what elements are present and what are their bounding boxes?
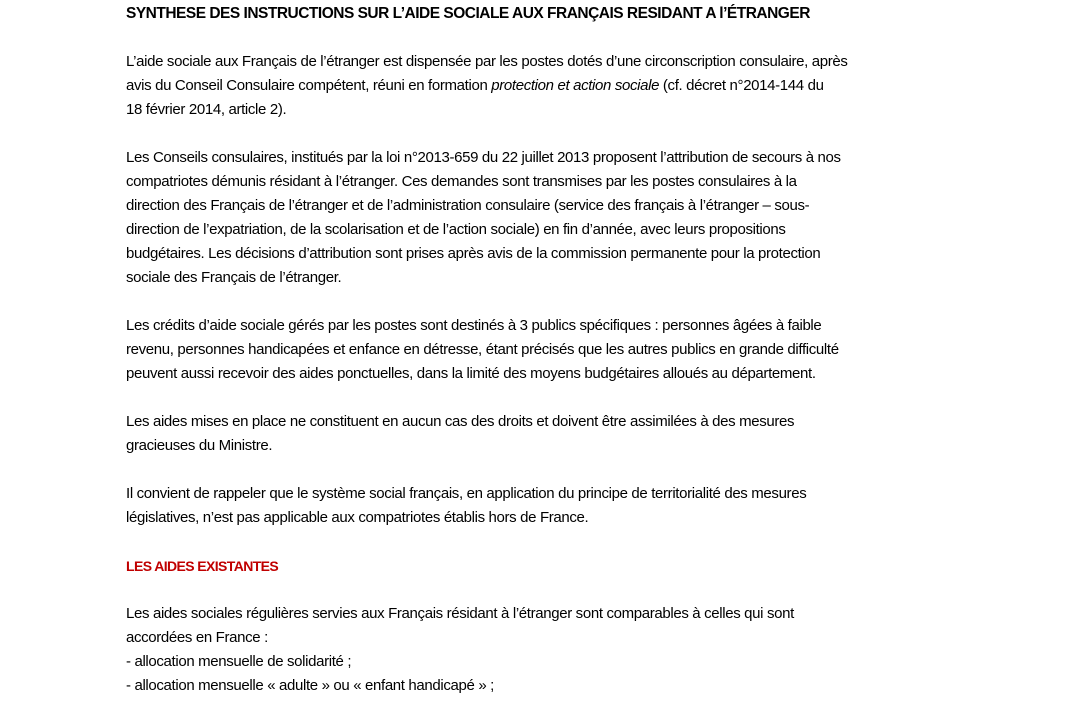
paragraph-conseils — [126, 146, 1026, 290]
section-heading: LES AIDES EXISTANTES — [126, 558, 279, 574]
text-line: Les crédits d’aide sociale gérés par les postes sont destinés à 3 publics spécifiques : personnes âgées à faible — [126, 317, 822, 334]
document-title: SYNTHESE DES INSTRUCTIONS SUR L’AIDE SOCIALE AUX FRANÇAIS RESIDANT A l’ÉTRANGER — [126, 5, 810, 22]
text-line: direction des Français de l’étranger et de l’administration consulaire (service des français à l’étranger – sous- — [126, 197, 810, 214]
paragraph-droits — [126, 410, 1026, 458]
text-line: L’aide sociale aux Français de l’étranger est dispensée par les postes dotés d’une circonscription consulaire, après — [126, 53, 848, 70]
text-line: 18 février 2014, article 2). — [126, 101, 287, 118]
paragraph-territorialite — [126, 482, 1026, 530]
list-item: - allocation mensuelle « adulte » ou « enfant handicapé » ; — [126, 677, 494, 694]
paragraph-aides — [126, 602, 1026, 698]
text-line: sociale des Français de l’étranger. — [126, 269, 342, 286]
text-line: compatriotes démunis résidant à l’étranger. Ces demandes sont transmises par les postes consulaires à la — [126, 173, 797, 190]
text-line: législatives, n’est pas applicable aux compatriotes établis hors de France. — [126, 509, 589, 526]
italic-text: protection et action sociale — [491, 77, 660, 94]
paragraph-credits — [126, 314, 1026, 386]
text-line: accordées en France : — [126, 629, 268, 646]
text-line: Les aides mises en place ne constituent en aucun cas des droits et doivent être assimilées à des mesures — [126, 413, 795, 430]
text-line: revenu, personnes handicapées et enfance en détresse, étant précisés que les autres publics en grande difficulté — [126, 341, 839, 358]
paragraph-intro — [126, 50, 1026, 122]
text-line: direction de l’expatriation, de la scolarisation et de l’action sociale) en fin d’année, avec leurs propositions — [126, 221, 786, 238]
text-line: Les Conseils consulaires, institués par la loi n°2013-659 du 22 juillet 2013 proposent l’attribution de secours à nos — [126, 149, 841, 166]
text-line: budgétaires. Les décisions d’attribution sont prises après avis de la commission permanente pour la protection — [126, 245, 821, 262]
text-line — [126, 74, 1026, 98]
text-line: Il convient de rappeler que le système social français, en application du principe de territorialité des mesures — [126, 485, 807, 502]
text-line: gracieuses du Ministre. — [126, 437, 273, 454]
text-run: avis du Conseil Consulaire compétent, réuni en formation — [126, 77, 492, 94]
text-run: (cf. décret n°2014-144 du — [659, 77, 824, 94]
list-item: - allocation mensuelle de solidarité ; — [126, 653, 352, 670]
text-line: peuvent aussi recevoir des aides ponctuelles, dans la limité des moyens budgétaires alloués au département. — [126, 365, 816, 382]
text-line: Les aides sociales régulières servies aux Français résidant à l’étranger sont comparables à celles qui sont — [126, 605, 794, 622]
document-page — [126, 2, 1026, 722]
